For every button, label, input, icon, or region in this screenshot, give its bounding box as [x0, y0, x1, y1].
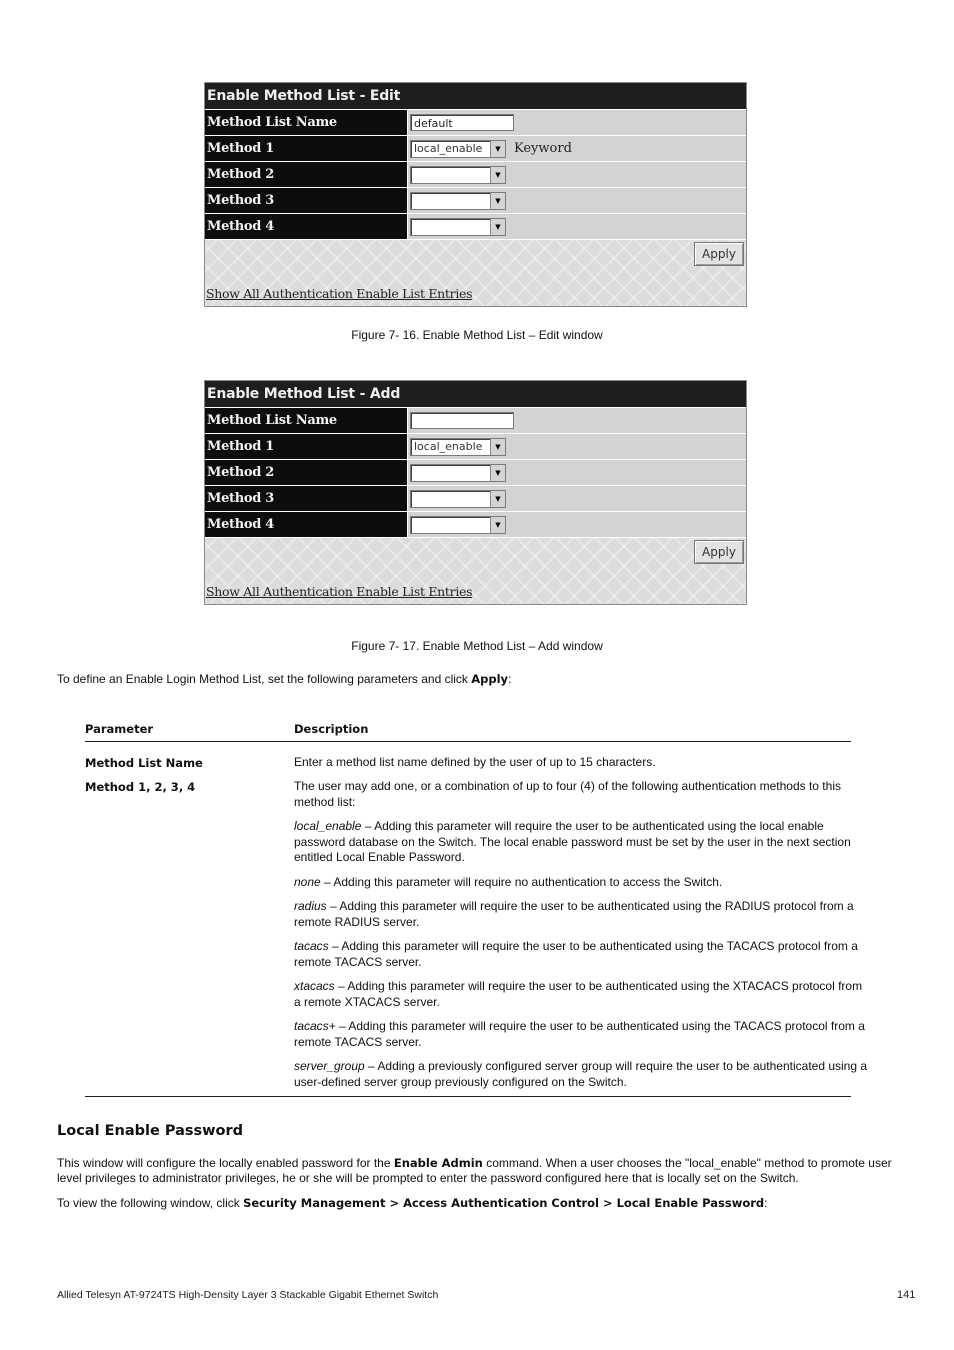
header-parameter: Parameter	[85, 722, 154, 736]
method-term: tacacs	[294, 939, 329, 953]
select-value: local_enable	[414, 141, 483, 155]
method-term: local_enable	[294, 819, 362, 833]
method-term: server_group	[294, 1059, 365, 1073]
method-text: – Adding this parameter will require the user to be authenticated using the local enable password database on the Switch. The local enable password must be set by the user in the next section entitled Local Enable Password.	[294, 819, 851, 864]
method-list-name-input[interactable]: default	[410, 114, 514, 131]
chevron-down-icon[interactable]: ▼	[490, 491, 505, 507]
method-term: xtacacs	[294, 979, 335, 993]
method-2-select[interactable]	[410, 464, 506, 482]
method-term: radius	[294, 899, 327, 913]
method-text: – Adding this parameter will require the user to be authenticated using the TACACS protocol from a remote TACACS server.	[294, 939, 858, 969]
method-text: – Adding a previously configured server group will require the user to be authenticated using a user-defined server group previously configured on the Switch.	[294, 1059, 868, 1089]
chevron-down-icon[interactable]: ▼	[490, 517, 505, 533]
edit-row-method-3	[205, 187, 746, 213]
figure-caption: Figure 7- 17. Enable Method List – Add window	[351, 639, 603, 653]
section-paragraph-2	[57, 1196, 897, 1211]
chevron-down-icon[interactable]: ▼	[490, 465, 505, 481]
param-methods: Method 1, 2, 3, 4	[85, 780, 196, 794]
param-desc: Enter a method list name defined by the user of up to 15 characters.	[294, 755, 656, 769]
para-text: This window will configure the locally enabled password for the	[57, 1156, 394, 1170]
method-text: – Adding this parameter will require the user to be authenticated using the TACACS protocol from a remote TACACS server.	[294, 1019, 865, 1049]
method-term: tacacs+	[294, 1019, 336, 1033]
edit-row-method-4	[205, 213, 746, 239]
table-bottom-rule	[85, 1096, 851, 1097]
edit-row-method-list-name	[205, 109, 746, 135]
method-term: none	[294, 875, 321, 889]
header-rule	[85, 741, 851, 742]
method-1-select[interactable]	[410, 140, 506, 158]
intro-text: To define an Enable Login Method List, set the following parameters and click	[57, 672, 472, 686]
add-window-footer	[205, 537, 746, 604]
method-3-select[interactable]	[410, 490, 506, 508]
row-label: Method 2	[205, 460, 408, 485]
add-row-method-4	[205, 511, 746, 537]
method-2-select[interactable]	[410, 166, 506, 184]
chevron-down-icon[interactable]: ▼	[490, 141, 505, 157]
add-row-method-3	[205, 485, 746, 511]
edit-window-title: Enable Method List - Edit	[205, 83, 746, 109]
row-label: Method 2	[205, 162, 408, 187]
para-bold: Enable Admin	[393, 1156, 483, 1170]
para-text: command. When a user chooses the "local_enable" method to promote user level privileges to administrator privileges, he or she will be prompted to enter the password configured here that is locally set on the Switch.	[57, 1156, 892, 1185]
section-paragraph-1	[57, 1156, 897, 1186]
method-text: – Adding this parameter will require the user to be authenticated using the RADIUS protocol from a remote RADIUS server.	[294, 899, 854, 929]
method-item	[294, 875, 870, 891]
chevron-down-icon[interactable]: ▼	[490, 439, 505, 455]
method-4-select[interactable]	[410, 516, 506, 534]
method-4-select[interactable]	[410, 218, 506, 236]
apply-button[interactable]: Apply	[694, 242, 744, 266]
row-label: Method 4	[205, 214, 408, 239]
apply-button[interactable]: Apply	[694, 540, 744, 564]
param-method-list-name: Method List Name	[85, 756, 203, 770]
method-text: – Adding this parameter will require the user to be authenticated using the XTACACS protocol from a remote XTACACS server.	[294, 979, 863, 1009]
add-window-title: Enable Method List - Add	[205, 381, 746, 407]
row-label: Method 1	[205, 434, 408, 459]
row-label: Method 3	[205, 486, 408, 511]
intro-bold: Apply	[471, 672, 509, 686]
edit-window-footer	[205, 239, 746, 306]
method-3-select[interactable]	[410, 192, 506, 210]
add-row-method-1	[205, 433, 746, 459]
chevron-down-icon[interactable]: ▼	[490, 219, 505, 235]
header-description: Description	[294, 722, 369, 736]
section-heading: Local Enable Password	[57, 1123, 244, 1139]
para-text: :	[764, 1196, 768, 1210]
enable-method-list-add-window	[204, 380, 747, 605]
page-number: 141	[897, 1289, 916, 1301]
add-row-method-2	[205, 459, 746, 485]
method-item	[294, 899, 870, 930]
method-item	[294, 939, 870, 970]
menu-path: Security Management > Access Authentication Control > Local Enable Password	[243, 1196, 765, 1210]
edit-row-method-1	[205, 135, 746, 161]
show-all-entries-link[interactable]: Show All Authentication Enable List Entries	[206, 584, 473, 599]
select-value: local_enable	[414, 439, 483, 453]
enable-method-list-edit-window	[204, 82, 747, 307]
method-list-name-input[interactable]	[410, 412, 514, 429]
method-text: – Adding this parameter will require no authentication to access the Switch.	[320, 875, 723, 889]
add-row-method-list-name	[205, 407, 746, 433]
figure-caption: Figure 7- 16. Enable Method List – Edit window	[351, 328, 603, 342]
para-text: To view the following window, click	[57, 1196, 244, 1210]
method-1-select[interactable]	[410, 438, 506, 456]
keyword-label: Keyword	[514, 141, 572, 156]
row-label: Method List Name	[205, 110, 408, 135]
show-all-entries-link[interactable]: Show All Authentication Enable List Entries	[206, 286, 473, 301]
edit-row-method-2	[205, 161, 746, 187]
row-label: Method List Name	[205, 408, 408, 433]
intro-end: :	[508, 672, 512, 686]
row-label: Method 3	[205, 188, 408, 213]
method-item	[294, 819, 870, 866]
param-desc: The user may add one, or a combination of up to four (4) of the following authentication methods to this method list:	[294, 779, 841, 809]
row-label: Method 4	[205, 512, 408, 537]
chevron-down-icon[interactable]: ▼	[490, 193, 505, 209]
row-label: Method 1	[205, 136, 408, 161]
footer-product-name: Allied Telesyn AT-9724TS High-Density Layer 3 Stackable Gigabit Ethernet Switch	[57, 1289, 439, 1301]
method-item	[294, 1019, 870, 1050]
method-item	[294, 1059, 870, 1090]
method-item	[294, 979, 870, 1010]
chevron-down-icon[interactable]: ▼	[490, 167, 505, 183]
intro-paragraph	[57, 672, 511, 687]
